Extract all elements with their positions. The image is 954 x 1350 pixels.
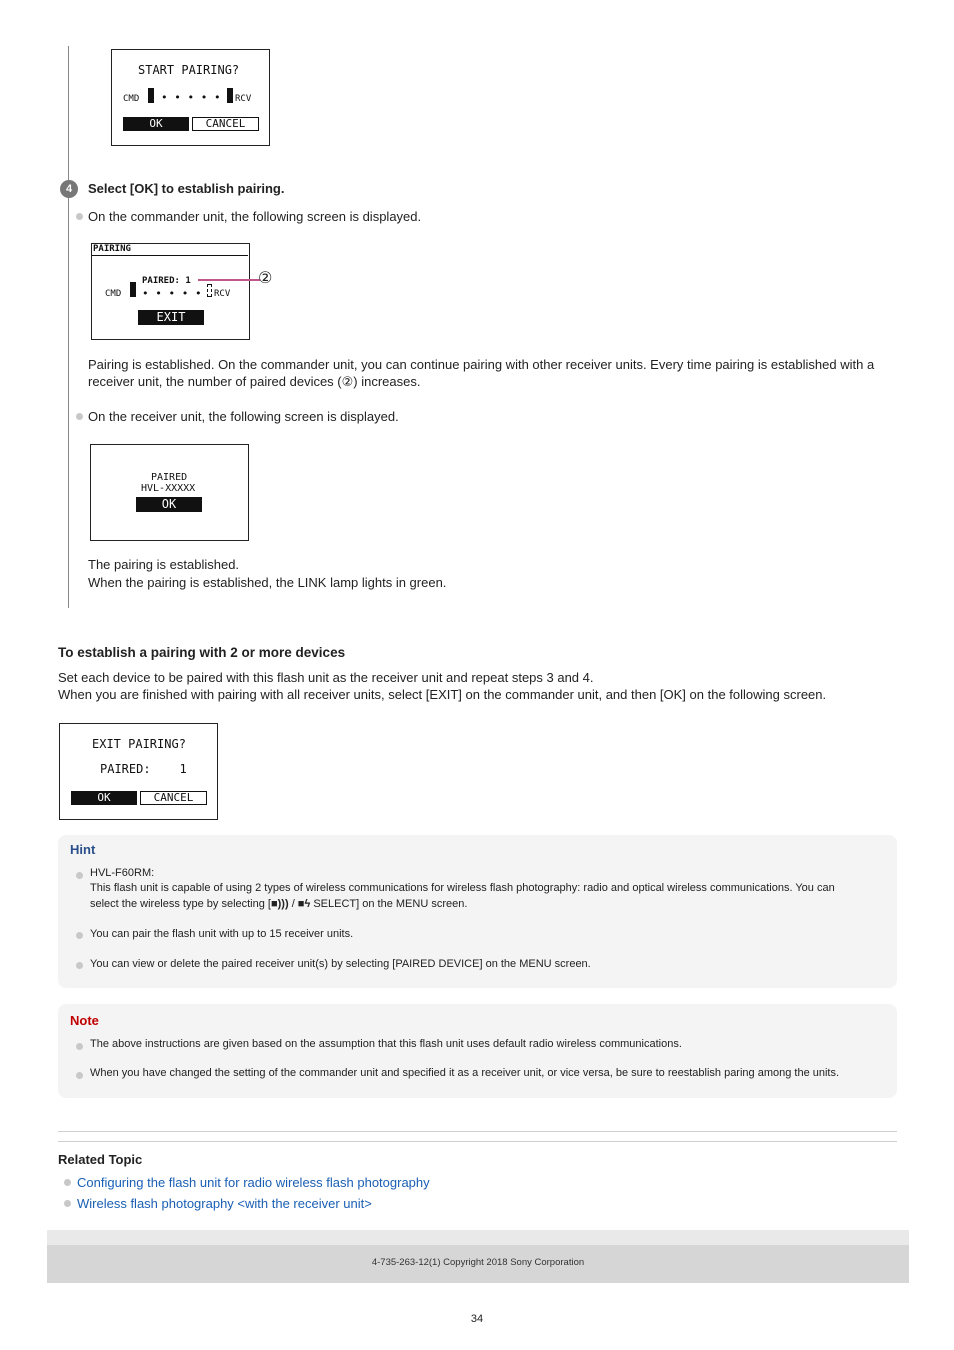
- bullet-dot: [64, 1179, 71, 1186]
- hint-paired-device: You can view or delete the paired receiver unit(s) by selecting [PAIRED DEVICE] on the MENU screen.: [90, 958, 591, 970]
- cmd-unit-icon: [130, 282, 136, 297]
- radio-wireless-icon: ■))): [270, 898, 292, 910]
- footer-bar: [47, 1245, 909, 1283]
- related-topic-title: Related Topic: [58, 1152, 143, 1167]
- callout-line: [198, 279, 260, 281]
- paired-count: PAIRED: 1: [142, 276, 191, 286]
- related-link-radio-config[interactable]: Configuring the flash unit for radio wireless flash photography: [77, 1175, 430, 1190]
- hint-select-text: select the wireless type by selecting [: [90, 898, 271, 910]
- exit-button[interactable]: EXIT: [138, 310, 204, 325]
- pairing-established-line1: Pairing is established. On the commander unit, you can continue pairing with other receiver units. Every time pairing is established with a: [88, 357, 875, 372]
- bullet-dot: [76, 932, 83, 939]
- note-box: [58, 1004, 897, 1098]
- exit-pairing-screen: [59, 723, 218, 820]
- screen-title: EXIT PAIRING?: [92, 737, 186, 751]
- cmd-unit-icon: [148, 88, 154, 103]
- rcv-unit-icon: [227, 88, 233, 103]
- bullet-dot: [64, 1200, 71, 1207]
- paired-devices-text: receiver unit, the number of paired devices (: [88, 374, 342, 389]
- pairing-dots: • • • • •: [161, 91, 221, 104]
- screen-header: PAIRING: [93, 244, 131, 254]
- optical-wireless-icon: ■ϟ: [294, 898, 311, 910]
- step-heading: Select [OK] to establish pairing.: [88, 181, 285, 196]
- commander-paired-screen: [91, 243, 250, 340]
- step-guide-line: [68, 46, 69, 608]
- hint-title: Hint: [70, 842, 96, 857]
- bullet-dot: [76, 872, 83, 879]
- start-pairing-screen: [111, 49, 270, 146]
- bullet-dot: [76, 1043, 83, 1050]
- bullet-dot: [76, 1072, 83, 1079]
- footer-band: [47, 1230, 909, 1283]
- commander-screen-text: On the commander unit, the following screen is displayed.: [88, 209, 422, 224]
- note-reestablish: When you have changed the setting of the commander unit and specified it as a receiver unit, or vice versa, be sure to reestablish paring among the units.: [90, 1067, 840, 1079]
- paired-devices-text-end: ) increases.: [353, 374, 421, 389]
- note-title: Note: [70, 1013, 99, 1028]
- copyright-text: 4-735-263-12(1) Copyright 2018 Sony Corporation: [371, 1257, 585, 1268]
- divider-bottom: [58, 1141, 897, 1142]
- multi-instructions-line1: Set each device to be paired with this flash unit as the receiver unit and repeat steps 3 and 4.: [58, 670, 594, 685]
- cmd-label: CMD: [105, 289, 122, 299]
- ok-button[interactable]: OK: [71, 791, 137, 805]
- hint-wireless-select: select the wireless type by selecting [■))) / ■ϟ SELECT] on the MENU screen.: [90, 898, 468, 910]
- callout-number: ②: [258, 270, 273, 287]
- note-default-radio: The above instructions are given based on the assumption that this flash unit uses default radio wireless communications.: [90, 1038, 682, 1050]
- pairing-dots: • • • • •: [142, 287, 202, 300]
- hint-select-text-end: SELECT] on the MENU screen.: [310, 898, 468, 910]
- pairing-established-line2: [88, 373, 421, 390]
- hint-model: HVL-F60RM:: [90, 867, 155, 879]
- bullet-dot: [76, 413, 83, 420]
- rcv-label: RCV: [214, 289, 231, 299]
- header-underline: [92, 255, 248, 256]
- paired-count: PAIRED: 1: [100, 762, 187, 776]
- hint-box: [58, 835, 897, 988]
- callout-reference: ②: [341, 374, 354, 389]
- device-name: HVL-XXXXX: [141, 483, 196, 494]
- receiver-paired-screen: [90, 444, 249, 541]
- bullet-dot: [76, 213, 83, 220]
- cancel-button[interactable]: CANCEL: [140, 791, 207, 805]
- cancel-button[interactable]: CANCEL: [192, 117, 259, 131]
- related-link-receiver-unit[interactable]: Wireless flash photography <with the receiver unit>: [77, 1196, 372, 1211]
- receiver-screen-text: On the receiver unit, the following screen is displayed.: [88, 409, 399, 424]
- screen-title: START PAIRING?: [138, 63, 240, 77]
- paired-label: PAIRED: [151, 472, 188, 483]
- pairing-established-text: The pairing is established.: [88, 557, 240, 572]
- ok-button[interactable]: OK: [123, 117, 189, 131]
- section-heading: To establish a pairing with 2 or more devices: [58, 645, 346, 660]
- multi-instructions-line2: When you are finished with pairing with all receiver units, select [EXIT] on the commander unit, and then [OK] on the following screen.: [58, 687, 827, 702]
- step-number-badge: 4: [60, 180, 78, 198]
- cmd-label: CMD: [123, 94, 140, 104]
- link-lamp-text: When the pairing is established, the LINK lamp lights in green.: [88, 575, 447, 590]
- hint-wireless-types: This flash unit is capable of using 2 types of wireless communications for wireless flash photography: radio and optical wireless communications. You can: [90, 882, 835, 894]
- rcv-label: RCV: [235, 94, 252, 104]
- ok-button[interactable]: OK: [136, 497, 202, 512]
- page-number: 34: [470, 1313, 484, 1325]
- hint-receiver-limit: You can pair the flash unit with up to 15 receiver units.: [90, 928, 354, 940]
- rcv-unit-icon: [207, 284, 212, 297]
- bullet-dot: [76, 962, 83, 969]
- divider-top: [58, 1131, 897, 1132]
